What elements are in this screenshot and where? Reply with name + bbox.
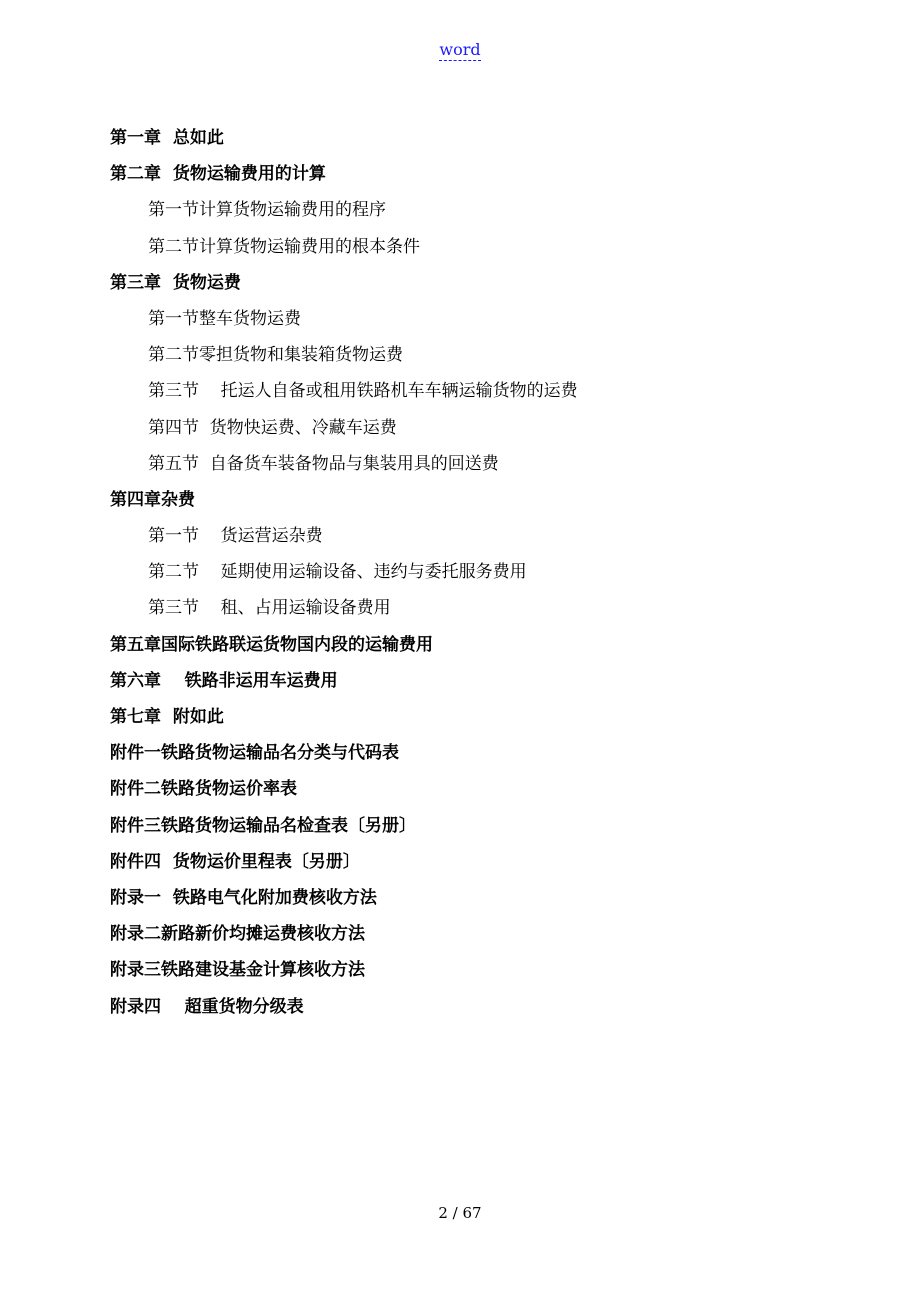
toc-chapter-entry: 第六章 铁路非运用车运费用 xyxy=(110,670,338,691)
toc-chapter-entry: 第五章国际铁路联运货物国内段的运输费用 xyxy=(110,634,433,655)
toc-section-entry: 第一节计算货物运输费用的程序 xyxy=(148,200,386,221)
toc-chapter-entry: 附录二新路新价均摊运费核收方法 xyxy=(110,924,365,945)
toc-section-entry: 第二节零担货物和集装箱货物运费 xyxy=(148,345,403,366)
toc-chapter-entry: 附录一 铁路电气化附加费核收方法 xyxy=(110,887,377,908)
word-link[interactable]: word xyxy=(439,40,481,59)
toc-chapter-entry: 第七章 附如此 xyxy=(110,707,224,727)
toc-section-entry: 第一节 货运营运杂费 xyxy=(148,526,323,547)
toc-section-entry: 第三节 租、占用运输设备费用 xyxy=(148,598,391,619)
toc-section-entry: 第二节计算货物运输费用的根本条件 xyxy=(148,236,420,257)
toc-chapter-entry: 附件二铁路货物运价率表 xyxy=(110,779,297,800)
toc-section-entry: 第三节 托运人自备或租用铁路机车车辆运输货物的运费 xyxy=(148,381,578,402)
table-of-contents xyxy=(110,120,830,1025)
toc-chapter-entry: 附录四 超重货物分级表 xyxy=(110,996,304,1017)
toc-chapter-entry: 第三章 货物运费 xyxy=(110,272,241,293)
toc-chapter-entry: 附件三铁路货物运输品名检查表〔另册〕 xyxy=(110,815,416,836)
toc-section-entry: 第二节 延期使用运输设备、违约与委托服务费用 xyxy=(148,562,527,583)
toc-chapter-entry: 附件四 货物运价里程表〔另册〕 xyxy=(110,851,360,872)
header xyxy=(0,40,920,59)
toc-chapter-entry: 附录三铁路建设基金计算核收方法 xyxy=(110,960,365,981)
page-number: 2 / 67 xyxy=(438,1204,482,1222)
toc-chapter-entry: 附件一铁路货物运输品名分类与代码表 xyxy=(110,743,399,764)
toc-section-entry: 第四节 货物快运费、冷藏车运费 xyxy=(148,417,397,438)
toc-section-entry: 第五节 自备货车装备物品与集装用具的回送费 xyxy=(148,453,499,474)
toc-chapter-entry: 第二章 货物运输费用的计算 xyxy=(110,164,326,185)
page-footer xyxy=(0,1204,920,1222)
toc-section-entry: 第一节整车货物运费 xyxy=(148,308,301,329)
toc-chapter-entry: 第一章 总如此 xyxy=(110,128,224,148)
toc-chapter-entry: 第四章杂费 xyxy=(110,489,195,510)
